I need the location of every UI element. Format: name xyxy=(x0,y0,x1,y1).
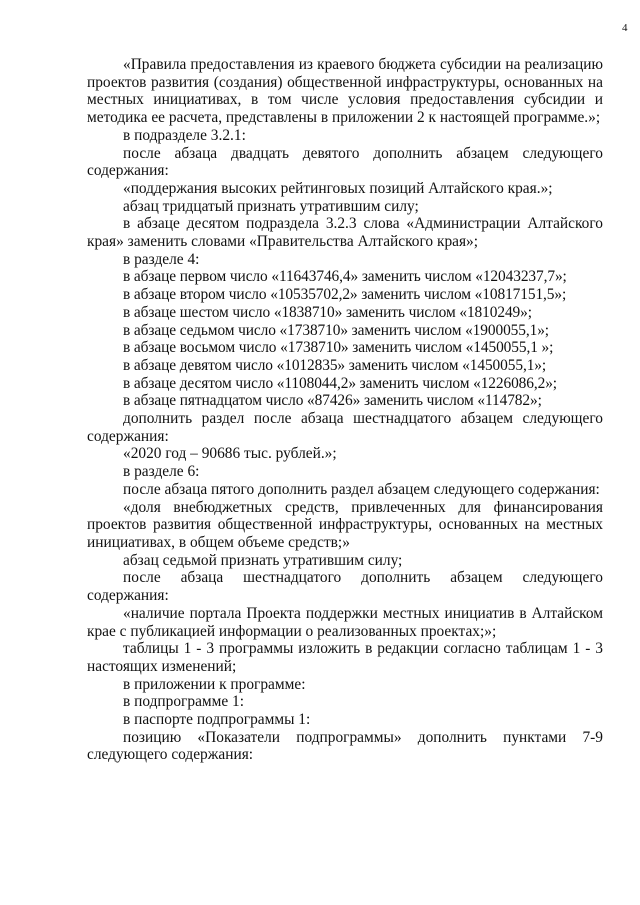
paragraph-replace-ninth: в абзаце девятом число «1012835» заменить числом «1450055,1»; xyxy=(123,356,547,374)
paragraph-rating-quote: «поддержания высоких рейтинговых позиций Алтайского края.»; xyxy=(123,179,553,197)
paragraph-portal-quote: «наличие портала Проекта поддержки местных инициатив в Алтайском крае с публикацией информации о реализованных проектах;»; xyxy=(87,604,603,640)
paragraph-subprogram-1: в подпрограмме 1: xyxy=(123,693,245,711)
paragraph-indicators: позицию «Показатели подпрограммы» дополнить пунктами 7-9 следующего содержания: xyxy=(87,728,603,764)
paragraph-replace-tenth: в абзаце десятом число «1108044,2» заменить числом «1226086,2»; xyxy=(123,374,557,392)
paragraph-replace-first: в абзаце первом число «11643746,4» заменить числом «12043237,7»; xyxy=(123,268,567,286)
paragraph-tables-1-3: таблицы 1 - 3 программы изложить в редакции согласно таблицам 1 - 3 настоящих изменений; xyxy=(87,640,603,675)
document-body xyxy=(87,56,603,764)
paragraph-after-29th: после абзаца двадцать девятого дополнить абзацем следующего содержания: xyxy=(87,144,603,180)
paragraph-replace-eighth: в абзаце восьмом число «1738710» заменить числом «1450055,1 »; xyxy=(123,339,554,357)
paragraph-passport: в паспорте подпрограммы 1: xyxy=(123,711,311,729)
paragraph-add-after-16th: дополнить раздел после абзаца шестнадцатого абзацем следующего содержания: xyxy=(87,410,603,445)
paragraph-replace-sixth: в абзаце шестом число «1838710» заменить числом «1810249»; xyxy=(123,303,532,321)
paragraph-replace-second: в абзаце втором число «10535702,2» заменить числом «10817151,5»; xyxy=(123,286,567,304)
paragraph-section-6: в разделе 6: xyxy=(123,463,200,481)
paragraph-2020-quote: «2020 год – 90686 тыс. рублей.»; xyxy=(123,445,337,463)
paragraph-after-fifth: после абзаца пятого дополнить раздел абзацем следующего содержания: xyxy=(123,480,600,498)
paragraph-after-16th: после абзаца шестнадцатого дополнить абзацем следующего содержания: xyxy=(87,569,603,605)
paragraph-rules-quote: «Правила предоставления из краевого бюджета субсидии на реализацию проектов развития (создания) общественной инфраструктуры, основанных на местных инициативах, в том числе условия предоставления субсидии и методика ее расчета, представлены в приложении 2 к настоящей программе.»; xyxy=(87,56,603,127)
paragraph-30th-void: абзац тридцатый признать утратившим силу; xyxy=(123,197,419,215)
page-number: 4 xyxy=(622,22,628,34)
paragraph-subsection-3-2-1: в подразделе 3.2.1: xyxy=(123,126,246,144)
paragraph-extrabudget-quote: «доля внебюджетных средств, привлеченных для финансирования проектов развития общественной инфраструктуры, основанных на местных инициативах, в общем объеме средств;» xyxy=(87,498,603,551)
paragraph-replace-fifteenth: в абзаце пятнадцатом число «87426» заменить числом «114782»; xyxy=(123,392,542,410)
paragraph-appendix: в приложении к программе: xyxy=(123,675,306,693)
paragraph-7th-void: абзац седьмой признать утратившим силу; xyxy=(123,551,403,569)
paragraph-replace-seventh: в абзаце седьмом число «1738710» заменить числом «1900055,1»; xyxy=(123,321,549,339)
paragraph-section-4: в разделе 4: xyxy=(123,250,200,268)
paragraph-subsection-3-2-3: в абзаце десятом подраздела 3.2.3 слова «Администрации Алтайского края» заменить словами «Правительства Алтайского края»; xyxy=(87,215,603,251)
